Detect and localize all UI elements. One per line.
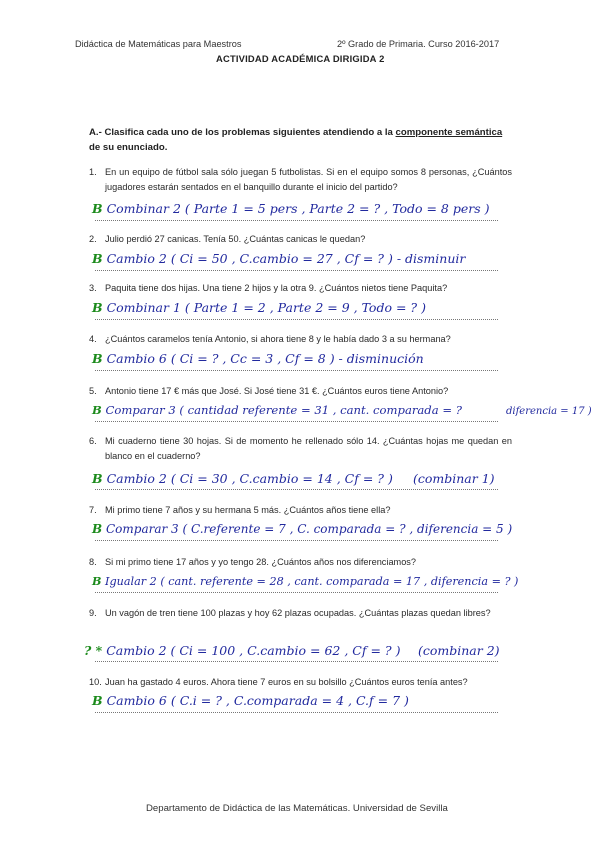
answer-6-extra: (combinar 1)	[413, 471, 495, 486]
answer-text: Cambio 2 ( Ci = 50 , C.cambio = 27 , Cf = ? ) - disminuir	[106, 251, 466, 266]
instructions-tail: de su enunciado.	[89, 142, 168, 153]
question-4	[89, 332, 512, 348]
answer-5	[92, 403, 462, 417]
header-course: Didáctica de Matemáticas para Maestros	[75, 39, 242, 49]
answer-text: Combinar 2 ( Parte 1 = 5 pers , Parte 2 = ? , Todo = 8 pers )	[106, 201, 490, 216]
question-number: 1.	[89, 167, 97, 177]
question-number: 3.	[89, 283, 97, 293]
question-text: En un equipo de fútbol sala sólo juegan 5 futbolistas. Si en el equipo somos 8 personas, ¿Cuántos jugadores estarán sentados en el banquillo durante el inicio del partido?	[105, 167, 512, 192]
question-7	[89, 503, 512, 519]
answer-4	[92, 351, 424, 366]
question-number: 4.	[89, 334, 97, 344]
answer-8	[92, 574, 518, 588]
answer-mark: ? *	[84, 643, 103, 658]
answer-text: Comparar 3 ( C.referente = 7 , C. comparada = ? , diferencia = 5 )	[105, 522, 513, 536]
answer-6	[92, 471, 393, 486]
question-text: Si mi primo tiene 17 años y yo tengo 28. ¿Cuántos años nos diferenciamos?	[105, 557, 417, 567]
question-number: 8.	[89, 557, 97, 567]
answer-3	[92, 300, 426, 315]
answer-line	[95, 421, 498, 422]
instructions-text: A.- Clasifica cada uno de los problemas siguientes atendiendo a la	[89, 127, 396, 138]
answer-mark: B	[92, 300, 103, 315]
answer-line	[95, 270, 498, 271]
answer-mark: B	[92, 351, 103, 366]
question-text: Juan ha gastado 4 euros. Ahora tiene 7 euros en su bolsillo ¿Cuántos euros tenía antes?	[105, 677, 468, 687]
question-3	[89, 281, 512, 297]
answer-text: Cambio 6 ( C.i = ? , C.comparada = 4 , C.f = 7 )	[106, 693, 409, 708]
question-1	[89, 165, 512, 197]
answer-text: Igualar 2 ( cant. referente = 28 , cant. comparada = 17 , diferencia = ? )	[105, 575, 519, 588]
answer-text: Comparar 3 ( cantidad referente = 31 , cant. comparada = ?	[105, 403, 462, 417]
answer-line	[95, 370, 498, 371]
footer: Departamento de Didáctica de las Matemáticas. Universidad de Sevilla	[146, 803, 448, 814]
header-grade: 2º Grado de Primaria. Curso 2016-2017	[337, 39, 500, 49]
question-5	[89, 384, 512, 400]
answer-9-extra: (combinar 2)	[418, 643, 500, 658]
answer-mark: B	[92, 574, 102, 588]
instructions-emphasis: componente semántica	[395, 127, 503, 138]
question-number: 7.	[89, 505, 97, 515]
answer-mark: B	[92, 693, 103, 708]
answer-line	[95, 319, 498, 320]
answer-mark: B	[92, 471, 103, 486]
answer-5-extra: diferencia = 17 )	[506, 406, 592, 417]
answer-text: Cambio 2 ( Ci = 30 , C.cambio = 14 , Cf = ? )	[106, 471, 393, 486]
answer-text: Combinar 1 ( Parte 1 = 2 , Parte 2 = 9 , Todo = ? )	[106, 300, 426, 315]
answer-mark: B	[92, 522, 103, 536]
answer-mark: B	[92, 403, 102, 417]
answer-1	[92, 201, 490, 216]
answer-mark: B	[92, 201, 103, 216]
page-title: ACTIVIDAD ACADÉMICA DIRIGIDA 2	[216, 53, 385, 64]
answer-10	[92, 693, 409, 708]
answer-9	[84, 643, 400, 658]
answer-line	[95, 489, 498, 490]
question-2	[89, 232, 512, 248]
instructions	[89, 125, 514, 155]
question-text: ¿Cuántos caramelos tenía Antonio, si ahora tiene 8 y le había dado 3 a su hermana?	[105, 334, 451, 344]
question-text: Paquita tiene dos hijas. Una tiene 2 hijos y la otra 9. ¿Cuántos nietos tiene Paquita?	[105, 283, 448, 293]
answer-line	[95, 661, 498, 662]
question-number: 2.	[89, 234, 97, 244]
answer-text: Cambio 2 ( Ci = 100 , C.cambio = 62 , Cf = ? )	[106, 643, 401, 658]
answer-text: Cambio 6 ( Ci = ? , Cc = 3 , Cf = 8 ) - disminución	[106, 351, 424, 366]
question-number: 10.	[89, 677, 102, 687]
question-number: 9.	[89, 608, 97, 618]
answer-line	[95, 540, 498, 541]
question-6	[89, 434, 512, 466]
answer-7	[92, 522, 512, 536]
question-number: 5.	[89, 386, 97, 396]
question-text: Un vagón de tren tiene 100 plazas y hoy 62 plazas ocupadas. ¿Cuántas plazas quedan libres?	[105, 608, 491, 618]
answer-mark: B	[92, 251, 103, 266]
question-text: Mi primo tiene 7 años y su hermana 5 más. ¿Cuántos años tiene ella?	[105, 505, 391, 515]
question-10	[89, 675, 512, 691]
question-text: Mi cuaderno tiene 30 hojas. Si de momento he rellenado sólo 14. ¿Cuántas hojas me quedan en blanco en el cuaderno?	[105, 436, 512, 461]
question-9	[89, 606, 512, 638]
answer-line	[95, 712, 498, 713]
answer-line	[95, 220, 498, 221]
question-8	[89, 555, 512, 571]
answer-line	[95, 592, 498, 593]
question-number: 6.	[89, 436, 97, 446]
answer-2	[92, 251, 465, 266]
question-text: Julio perdió 27 canicas. Tenía 50. ¿Cuántas canicas le quedan?	[105, 234, 366, 244]
question-text: Antonio tiene 17 € más que José. Si José tiene 31 €. ¿Cuántos euros tiene Antonio?	[105, 386, 449, 396]
